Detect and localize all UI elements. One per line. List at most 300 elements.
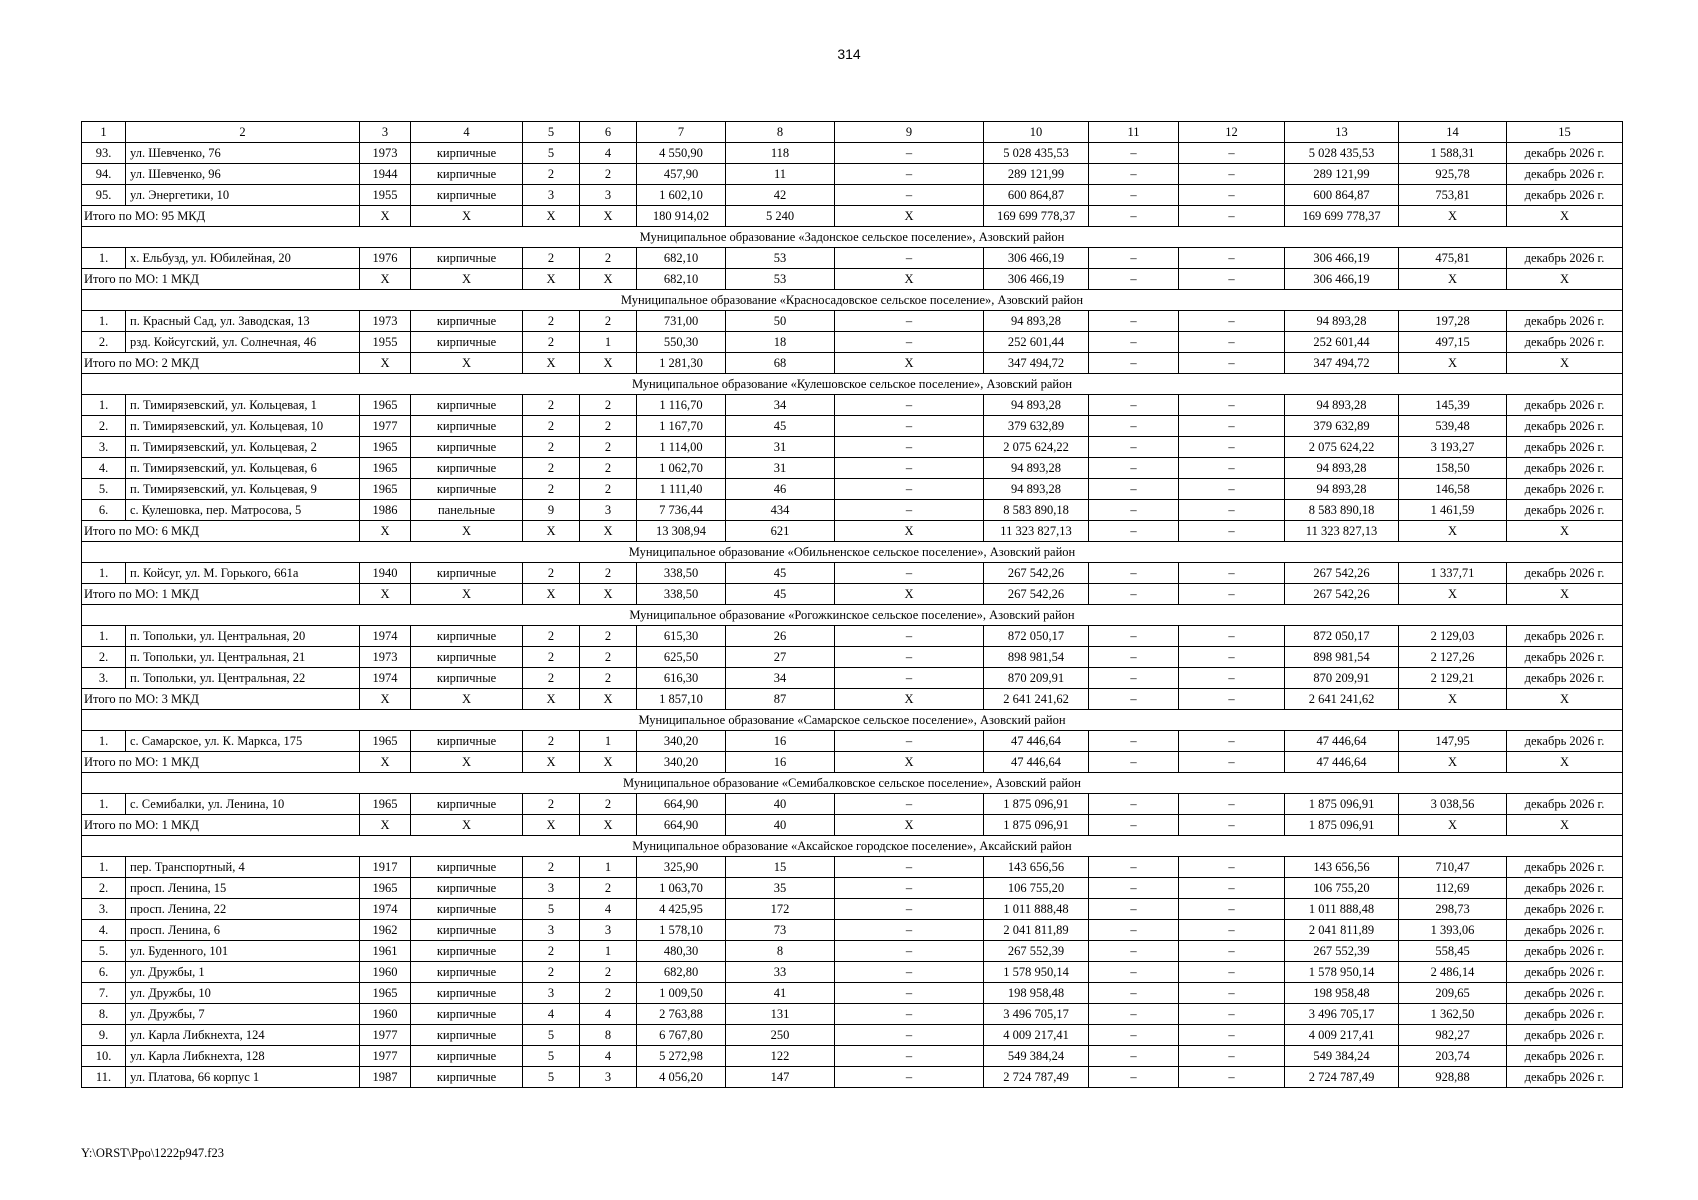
cell-unit-cost: 209,65 [1399, 983, 1507, 1004]
column-number-cell: 1 [82, 122, 126, 143]
subtotal-year: X [360, 815, 411, 836]
subtotal-deadline: X [1507, 206, 1623, 227]
cell-entrances: 4 [580, 143, 637, 164]
cell-num: 5. [82, 941, 126, 962]
cell-entrances: 1 [580, 731, 637, 752]
cell-area: 664,90 [637, 794, 726, 815]
table-row [82, 647, 1623, 668]
subtotal-unit-cost: X [1399, 206, 1507, 227]
cell-floors: 2 [523, 479, 580, 500]
cell-col11: – [1089, 185, 1179, 206]
cell-deadline: декабрь 2026 г. [1507, 983, 1623, 1004]
cell-area: 1 009,50 [637, 983, 726, 1004]
subtotal-total-cost: 347 494,72 [984, 353, 1089, 374]
cell-wall-material: кирпичные [411, 962, 523, 983]
cell-floors: 5 [523, 899, 580, 920]
cell-col9: – [835, 1025, 984, 1046]
subtotal-floors: X [523, 752, 580, 773]
cell-year: 1974 [360, 899, 411, 920]
cell-residents: 46 [726, 479, 835, 500]
cell-floors: 2 [523, 941, 580, 962]
subtotal-wall-material: X [411, 353, 523, 374]
cell-num: 95. [82, 185, 126, 206]
subtotal-col9: X [835, 815, 984, 836]
cell-wall-material: кирпичные [411, 416, 523, 437]
cell-col12: – [1179, 962, 1285, 983]
subtotal-entrances: X [580, 521, 637, 542]
table-row [82, 500, 1623, 521]
table-row [82, 479, 1623, 500]
cell-total-cost: 2 041 811,89 [984, 920, 1089, 941]
cell-residents: 34 [726, 395, 835, 416]
cell-col9: – [835, 332, 984, 353]
subtotal-residents: 45 [726, 584, 835, 605]
cell-floors: 2 [523, 857, 580, 878]
subtotal-floors: X [523, 689, 580, 710]
municipality-header-row [82, 836, 1623, 857]
table-row [82, 857, 1623, 878]
cell-col9: – [835, 647, 984, 668]
cell-col9: – [835, 143, 984, 164]
cell-deadline: декабрь 2026 г. [1507, 962, 1623, 983]
subtotal-col9: X [835, 353, 984, 374]
cell-area: 1 167,70 [637, 416, 726, 437]
cell-residents: 34 [726, 668, 835, 689]
cell-residents: 45 [726, 563, 835, 584]
cell-entrances: 2 [580, 647, 637, 668]
municipality-header-row [82, 542, 1623, 563]
cell-wall-material: кирпичные [411, 332, 523, 353]
subtotal-label: Итого по МО: 1 МКД [82, 815, 360, 836]
cell-area: 731,00 [637, 311, 726, 332]
cell-col13-cost: 2 041 811,89 [1285, 920, 1399, 941]
cell-deadline: декабрь 2026 г. [1507, 458, 1623, 479]
municipality-header-row [82, 773, 1623, 794]
cell-floors: 2 [523, 647, 580, 668]
subtotal-deadline: X [1507, 584, 1623, 605]
table-row [82, 143, 1623, 164]
page-number: 314 [837, 46, 861, 62]
subtotal-floors: X [523, 206, 580, 227]
cell-col13-cost: 379 632,89 [1285, 416, 1399, 437]
cell-entrances: 2 [580, 878, 637, 899]
cell-deadline: декабрь 2026 г. [1507, 185, 1623, 206]
cell-residents: 118 [726, 143, 835, 164]
cell-col11: – [1089, 500, 1179, 521]
subtotal-area: 13 308,94 [637, 521, 726, 542]
table-row [82, 164, 1623, 185]
cell-unit-cost: 112,69 [1399, 878, 1507, 899]
cell-address: х. Ельбузд, ул. Юбилейная, 20 [126, 248, 360, 269]
cell-col11: – [1089, 416, 1179, 437]
cell-unit-cost: 203,74 [1399, 1046, 1507, 1067]
cell-residents: 434 [726, 500, 835, 521]
municipality-title: Муниципальное образование «Красносадовское сельское поселение», Азовский район [82, 290, 1623, 311]
subtotal-area: 180 914,02 [637, 206, 726, 227]
subtotal-area: 682,10 [637, 269, 726, 290]
cell-total-cost: 267 552,39 [984, 941, 1089, 962]
subtotal-col9: X [835, 689, 984, 710]
cell-num: 1. [82, 626, 126, 647]
cell-total-cost: 870 209,91 [984, 668, 1089, 689]
subtotal-col11: – [1089, 269, 1179, 290]
cell-entrances: 2 [580, 164, 637, 185]
subtotal-col12: – [1179, 815, 1285, 836]
column-number-cell: 4 [411, 122, 523, 143]
subtotal-row [82, 269, 1623, 290]
subtotal-entrances: X [580, 584, 637, 605]
cell-year: 1940 [360, 563, 411, 584]
cell-area: 550,30 [637, 332, 726, 353]
cell-col9: – [835, 962, 984, 983]
cell-unit-cost: 146,58 [1399, 479, 1507, 500]
subtotal-col12: – [1179, 353, 1285, 374]
subtotal-wall-material: X [411, 689, 523, 710]
cell-floors: 2 [523, 164, 580, 185]
cell-deadline: декабрь 2026 г. [1507, 878, 1623, 899]
cell-year: 1973 [360, 311, 411, 332]
cell-col12: – [1179, 1046, 1285, 1067]
cell-address: п. Тимирязевский, ул. Кольцевая, 6 [126, 458, 360, 479]
municipality-title: Муниципальное образование «Кулешовское сельское поселение», Азовский район [82, 374, 1623, 395]
cell-address: ул. Энергетики, 10 [126, 185, 360, 206]
cell-entrances: 2 [580, 395, 637, 416]
cell-wall-material: кирпичные [411, 248, 523, 269]
cell-col9: – [835, 1046, 984, 1067]
subtotal-col13-cost: 1 875 096,91 [1285, 815, 1399, 836]
cell-total-cost: 106 755,20 [984, 878, 1089, 899]
cell-col13-cost: 2 075 624,22 [1285, 437, 1399, 458]
cell-entrances: 2 [580, 794, 637, 815]
cell-entrances: 1 [580, 941, 637, 962]
cell-year: 1987 [360, 1067, 411, 1088]
cell-num: 10. [82, 1046, 126, 1067]
cell-entrances: 3 [580, 1067, 637, 1088]
cell-year: 1974 [360, 668, 411, 689]
cell-col13-cost: 1 011 888,48 [1285, 899, 1399, 920]
cell-wall-material: кирпичные [411, 794, 523, 815]
cell-entrances: 2 [580, 668, 637, 689]
subtotal-label: Итого по МО: 6 МКД [82, 521, 360, 542]
cell-total-cost: 94 893,28 [984, 479, 1089, 500]
cell-address: с. Семибалки, ул. Ленина, 10 [126, 794, 360, 815]
cell-total-cost: 252 601,44 [984, 332, 1089, 353]
subtotal-label: Итого по МО: 1 МКД [82, 269, 360, 290]
subtotal-floors: X [523, 815, 580, 836]
cell-floors: 2 [523, 248, 580, 269]
cell-col9: – [835, 164, 984, 185]
cell-col12: – [1179, 185, 1285, 206]
cell-wall-material: кирпичные [411, 1046, 523, 1067]
cell-total-cost: 898 981,54 [984, 647, 1089, 668]
cell-address: рзд. Койсугский, ул. Солнечная, 46 [126, 332, 360, 353]
cell-area: 340,20 [637, 731, 726, 752]
footer-file-path: Y:\ORST\Ppo\1222p947.f23 [81, 1146, 224, 1160]
cell-deadline: декабрь 2026 г. [1507, 920, 1623, 941]
cell-area: 615,30 [637, 626, 726, 647]
subtotal-deadline: X [1507, 689, 1623, 710]
subtotal-label: Итого по МО: 95 МКД [82, 206, 360, 227]
cell-num: 3. [82, 437, 126, 458]
cell-num: 3. [82, 899, 126, 920]
cell-address: с. Самарское, ул. К. Маркса, 175 [126, 731, 360, 752]
subtotal-wall-material: X [411, 206, 523, 227]
cell-area: 5 272,98 [637, 1046, 726, 1067]
cell-wall-material: кирпичные [411, 311, 523, 332]
cell-col11: – [1089, 899, 1179, 920]
cell-area: 1 062,70 [637, 458, 726, 479]
cell-address: пер. Транспортный, 4 [126, 857, 360, 878]
cell-year: 1960 [360, 1004, 411, 1025]
cell-address: просп. Ленина, 15 [126, 878, 360, 899]
subtotal-col11: – [1089, 521, 1179, 542]
cell-unit-cost: 298,73 [1399, 899, 1507, 920]
cell-deadline: декабрь 2026 г. [1507, 899, 1623, 920]
table-row [82, 962, 1623, 983]
cell-floors: 2 [523, 668, 580, 689]
subtotal-col11: – [1089, 353, 1179, 374]
cell-wall-material: кирпичные [411, 563, 523, 584]
subtotal-col11: – [1089, 584, 1179, 605]
cell-residents: 31 [726, 458, 835, 479]
cell-deadline: декабрь 2026 г. [1507, 668, 1623, 689]
cell-col9: – [835, 857, 984, 878]
subtotal-deadline: X [1507, 752, 1623, 773]
cell-total-cost: 8 583 890,18 [984, 500, 1089, 521]
subtotal-residents: 53 [726, 269, 835, 290]
cell-col9: – [835, 626, 984, 647]
subtotal-area: 340,20 [637, 752, 726, 773]
cell-floors: 5 [523, 143, 580, 164]
cell-wall-material: кирпичные [411, 1004, 523, 1025]
cell-entrances: 3 [580, 920, 637, 941]
cell-residents: 8 [726, 941, 835, 962]
column-number-cell: 13 [1285, 122, 1399, 143]
cell-total-cost: 5 028 435,53 [984, 143, 1089, 164]
cell-residents: 18 [726, 332, 835, 353]
cell-deadline: декабрь 2026 г. [1507, 143, 1623, 164]
cell-residents: 53 [726, 248, 835, 269]
subtotal-row [82, 353, 1623, 374]
cell-area: 7 736,44 [637, 500, 726, 521]
subtotal-row [82, 689, 1623, 710]
cell-residents: 26 [726, 626, 835, 647]
cell-col11: – [1089, 857, 1179, 878]
cell-area: 1 063,70 [637, 878, 726, 899]
cell-total-cost: 2 724 787,49 [984, 1067, 1089, 1088]
table-row [82, 1046, 1623, 1067]
table-row [82, 668, 1623, 689]
cell-col12: – [1179, 920, 1285, 941]
subtotal-col9: X [835, 584, 984, 605]
cell-col11: – [1089, 164, 1179, 185]
cell-unit-cost: 3 193,27 [1399, 437, 1507, 458]
table-row [82, 563, 1623, 584]
column-number-cell: 2 [126, 122, 360, 143]
cell-num: 8. [82, 1004, 126, 1025]
cell-unit-cost: 1 393,06 [1399, 920, 1507, 941]
table-row [82, 1025, 1623, 1046]
cell-wall-material: кирпичные [411, 479, 523, 500]
cell-col11: – [1089, 563, 1179, 584]
cell-entrances: 2 [580, 983, 637, 1004]
column-number-cell: 15 [1507, 122, 1623, 143]
cell-num: 11. [82, 1067, 126, 1088]
cell-total-cost: 379 632,89 [984, 416, 1089, 437]
cell-unit-cost: 1 362,50 [1399, 1004, 1507, 1025]
cell-col11: – [1089, 437, 1179, 458]
cell-unit-cost: 753,81 [1399, 185, 1507, 206]
cell-deadline: декабрь 2026 г. [1507, 731, 1623, 752]
subtotal-entrances: X [580, 815, 637, 836]
table-row [82, 941, 1623, 962]
cell-total-cost: 600 864,87 [984, 185, 1089, 206]
cell-residents: 41 [726, 983, 835, 1004]
cell-wall-material: кирпичные [411, 143, 523, 164]
cell-deadline: декабрь 2026 г. [1507, 1004, 1623, 1025]
cell-col9: – [835, 1067, 984, 1088]
municipality-title: Муниципальное образование «Семибалковское сельское поселение», Азовский район [82, 773, 1623, 794]
cell-floors: 2 [523, 731, 580, 752]
cell-num: 6. [82, 962, 126, 983]
cell-floors: 3 [523, 920, 580, 941]
cell-wall-material: кирпичные [411, 164, 523, 185]
cell-deadline: декабрь 2026 г. [1507, 1067, 1623, 1088]
cell-col13-cost: 8 583 890,18 [1285, 500, 1399, 521]
cell-total-cost: 1 875 096,91 [984, 794, 1089, 815]
cell-wall-material: кирпичные [411, 983, 523, 1004]
subtotal-row [82, 815, 1623, 836]
subtotal-unit-cost: X [1399, 353, 1507, 374]
cell-unit-cost: 145,39 [1399, 395, 1507, 416]
cell-col12: – [1179, 311, 1285, 332]
cell-year: 1974 [360, 626, 411, 647]
column-number-cell: 14 [1399, 122, 1507, 143]
cell-col12: – [1179, 1067, 1285, 1088]
cell-year: 1973 [360, 143, 411, 164]
cell-address: п. Красный Сад, ул. Заводская, 13 [126, 311, 360, 332]
subtotal-entrances: X [580, 269, 637, 290]
cell-address: ул. Карла Либкнехта, 128 [126, 1046, 360, 1067]
cell-col9: – [835, 878, 984, 899]
cell-col12: – [1179, 143, 1285, 164]
cell-col9: – [835, 899, 984, 920]
cell-col9: – [835, 395, 984, 416]
cell-wall-material: панельные [411, 500, 523, 521]
cell-col12: – [1179, 941, 1285, 962]
cell-year: 1977 [360, 1025, 411, 1046]
subtotal-residents: 16 [726, 752, 835, 773]
cell-deadline: декабрь 2026 г. [1507, 647, 1623, 668]
column-number-cell: 12 [1179, 122, 1285, 143]
subtotal-total-cost: 306 466,19 [984, 269, 1089, 290]
cell-col11: – [1089, 248, 1179, 269]
cell-entrances: 2 [580, 563, 637, 584]
cell-col12: – [1179, 857, 1285, 878]
subtotal-area: 1 281,30 [637, 353, 726, 374]
cell-wall-material: кирпичные [411, 899, 523, 920]
subtotal-col12: – [1179, 689, 1285, 710]
cell-total-cost: 94 893,28 [984, 395, 1089, 416]
cell-col13-cost: 106 755,20 [1285, 878, 1399, 899]
cell-floors: 5 [523, 1046, 580, 1067]
column-number-cell: 6 [580, 122, 637, 143]
cell-num: 1. [82, 563, 126, 584]
cell-col13-cost: 198 958,48 [1285, 983, 1399, 1004]
cell-wall-material: кирпичные [411, 458, 523, 479]
cell-unit-cost: 1 337,71 [1399, 563, 1507, 584]
cell-total-cost: 306 466,19 [984, 248, 1089, 269]
cell-total-cost: 47 446,64 [984, 731, 1089, 752]
subtotal-row [82, 206, 1623, 227]
table-row [82, 794, 1623, 815]
cell-num: 2. [82, 416, 126, 437]
cell-col12: – [1179, 1004, 1285, 1025]
cell-deadline: декабрь 2026 г. [1507, 626, 1623, 647]
cell-year: 1961 [360, 941, 411, 962]
cell-entrances: 4 [580, 1046, 637, 1067]
cell-entrances: 4 [580, 1004, 637, 1025]
cell-col12: – [1179, 395, 1285, 416]
cell-col11: – [1089, 626, 1179, 647]
cell-address: п. Тимирязевский, ул. Кольцевая, 9 [126, 479, 360, 500]
subtotal-floors: X [523, 521, 580, 542]
cell-year: 1976 [360, 248, 411, 269]
cell-floors: 4 [523, 1004, 580, 1025]
cell-address: ул. Карла Либкнехта, 124 [126, 1025, 360, 1046]
cell-col13-cost: 1 875 096,91 [1285, 794, 1399, 815]
subtotal-area: 664,90 [637, 815, 726, 836]
cell-floors: 2 [523, 437, 580, 458]
cell-year: 1977 [360, 416, 411, 437]
cell-deadline: декабрь 2026 г. [1507, 1046, 1623, 1067]
column-number-cell: 5 [523, 122, 580, 143]
subtotal-wall-material: X [411, 815, 523, 836]
subtotal-residents: 621 [726, 521, 835, 542]
cell-floors: 5 [523, 1067, 580, 1088]
cell-entrances: 2 [580, 962, 637, 983]
cell-col12: – [1179, 626, 1285, 647]
cell-deadline: декабрь 2026 г. [1507, 416, 1623, 437]
subtotal-col12: – [1179, 584, 1285, 605]
cell-wall-material: кирпичные [411, 668, 523, 689]
cell-col11: – [1089, 311, 1179, 332]
cell-unit-cost: 197,28 [1399, 311, 1507, 332]
subtotal-entrances: X [580, 752, 637, 773]
cell-wall-material: кирпичные [411, 626, 523, 647]
column-number-row [82, 122, 1623, 143]
cell-col13-cost: 267 552,39 [1285, 941, 1399, 962]
cell-unit-cost: 710,47 [1399, 857, 1507, 878]
cell-entrances: 2 [580, 311, 637, 332]
cell-num: 2. [82, 647, 126, 668]
cell-area: 1 578,10 [637, 920, 726, 941]
subtotal-col11: – [1089, 689, 1179, 710]
cell-num: 1. [82, 857, 126, 878]
subtotal-year: X [360, 206, 411, 227]
cell-col9: – [835, 941, 984, 962]
cell-wall-material: кирпичные [411, 941, 523, 962]
cell-col11: – [1089, 1046, 1179, 1067]
cell-year: 1962 [360, 920, 411, 941]
cell-num: 1. [82, 311, 126, 332]
cell-area: 1 111,40 [637, 479, 726, 500]
cell-col12: – [1179, 164, 1285, 185]
cell-floors: 2 [523, 962, 580, 983]
cell-total-cost: 3 496 705,17 [984, 1004, 1089, 1025]
cell-address: ул. Дружбы, 10 [126, 983, 360, 1004]
cell-entrances: 2 [580, 437, 637, 458]
